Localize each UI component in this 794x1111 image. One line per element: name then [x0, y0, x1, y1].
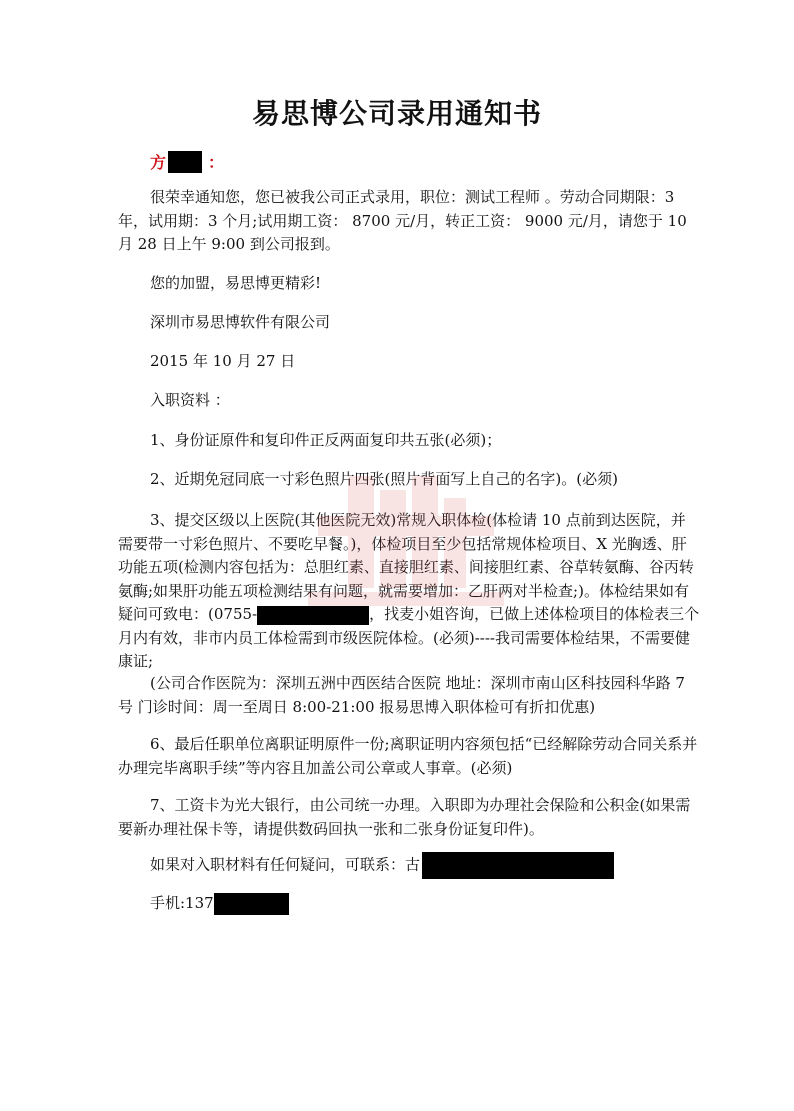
hospital-note: (公司合作医院为：深圳五洲中西医结合医院 地址：深圳市南山区科技园科华路 7 号 门诊时间：周一至周日 8:00-21:00 报易思博入职体检可有折扣优惠) [118, 674, 690, 716]
redacted-name [168, 151, 202, 173]
salutation [150, 150, 224, 173]
redacted-phone [257, 606, 369, 625]
materials-heading: 入职资料 ： [150, 391, 230, 409]
redacted-contact [422, 852, 614, 879]
phone-text: 手机:137 [150, 894, 214, 912]
item-3-text-b: ，找麦小姐咨询，已做上述体检项目的体检表三个月内有效，非市内员工体检需到市级医院体检。(必须)----我司需要体检结果，不需要健康证; [118, 605, 700, 670]
item-3 [118, 509, 700, 674]
item-3-text-a: 3、提交区级以上医院(其他医院无效)常规入职体检(体检请 10 点前到达医院，并需要带一寸彩色照片、不要吃早餐。)，体检项目至少包括常规体检项目、X 光胸透、肝功能五项(检测内容包括为：总胆红素、直接胆红素、间接胆红素、谷草转氨酶、谷丙转氨酶;如果肝功能五项检测结果有问题，就需要增加：乙肝两对半检查;)。体检结果如有疑问可致电：(0755- [118, 511, 694, 623]
item-7: 7、工资卡为光大银行，由公司统一办理。入职即为办理社会保险和公积金(如果需要新办理社保卡等，请提供数码回执一张和二张身份证复印件)。 [118, 796, 691, 838]
welcome-line: 您的加盟，易思博更精彩! [150, 274, 322, 292]
company-name: 深圳市易思博软件有限公司 [150, 313, 331, 331]
phone-line [150, 892, 289, 916]
salutation-name: 方 [150, 153, 167, 172]
intro-paragraph: 很荣幸通知您，您已被我公司正式录用，职位：测试工程师 。劳动合同期限：3 年，试用期：3 个月;试用期工资： 8700 元/月，转正工资： 9000 元/月，请您于 10 月 28 日上午 9:00 到公司报到。 [118, 188, 692, 253]
redacted-phone-number [214, 893, 289, 915]
salutation-colon: ： [208, 153, 225, 172]
item-1: 1、身份证原件和复印件正反两面复印共五张(必须)； [150, 431, 502, 449]
item-6: 6、最后任职单位离职证明原件一份;离职证明内容须包括“已经解除劳动合同关系并办理完毕离职手续”等内容且加盖公司公章或人事章。(必须) [118, 735, 698, 777]
letter-date: 2015 年 10 月 27 日 [150, 352, 296, 370]
contact-text: 如果对入职材料有任何疑问，可联系：古 [150, 855, 421, 874]
page-title: 易思博公司录用通知书 [251, 97, 542, 130]
contact-line [150, 852, 614, 879]
item-2: 2、近期免冠同底一寸彩色照片四张(照片背面写上自己的名字)。(必须) [150, 470, 618, 488]
